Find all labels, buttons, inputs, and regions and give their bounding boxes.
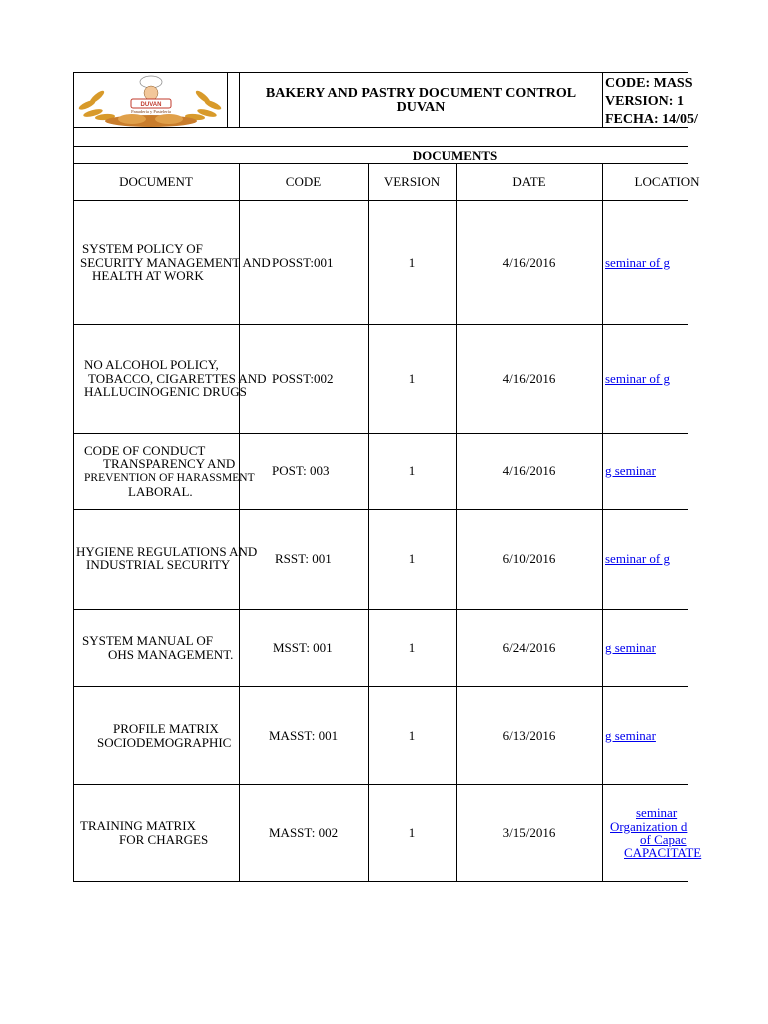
document-name-line: CODE OF CONDUCT bbox=[84, 443, 206, 458]
document-code: MASST: 002 bbox=[269, 825, 339, 840]
svg-text:DUVAN: DUVAN bbox=[140, 102, 162, 108]
col-header-code: CODE bbox=[285, 174, 322, 189]
location-link[interactable]: CAPACITATE bbox=[624, 845, 702, 860]
page-title-line1: BAKERY AND PASTRY DOCUMENT CONTROL bbox=[265, 86, 577, 101]
svg-text:Panadería y Pastelería: Panadería y Pastelería bbox=[131, 109, 171, 114]
section-top-border bbox=[73, 146, 688, 147]
col-header-date: DATE bbox=[512, 174, 546, 189]
document-name-line: SYSTEM MANUAL OF bbox=[82, 633, 213, 648]
location-link[interactable]: seminar of g bbox=[605, 371, 670, 386]
location-link[interactable]: seminar of g bbox=[605, 255, 670, 270]
header-top-border bbox=[73, 72, 688, 73]
document-date: 4/16/2016 bbox=[502, 371, 556, 386]
document-version: 1 bbox=[408, 728, 416, 743]
document-date: 4/16/2016 bbox=[502, 463, 556, 478]
document-code: POSST:002 bbox=[272, 371, 334, 386]
document-version: 1 bbox=[408, 551, 416, 566]
bakery-logo bbox=[77, 75, 225, 127]
document-version: 1 bbox=[408, 825, 416, 840]
row-divider-5 bbox=[73, 686, 688, 687]
section-bottom-border bbox=[73, 163, 688, 164]
location-link[interactable]: Organization d bbox=[610, 819, 688, 834]
document-date: 6/24/2016 bbox=[502, 640, 556, 655]
document-name-line: TOBACCO, CIGARETTES AND bbox=[88, 371, 267, 386]
document-name-line: HYGIENE REGULATIONS AND bbox=[76, 544, 258, 559]
document-name-line: HALLUCINOGENIC DRUGS bbox=[84, 384, 247, 399]
document-name-line: OHS MANAGEMENT. bbox=[108, 647, 234, 662]
doc-date: FECHA: 14/05/ bbox=[605, 112, 698, 127]
row-divider-6 bbox=[73, 784, 688, 785]
col-header-document: DOCUMENT bbox=[119, 174, 193, 189]
col-divider-1 bbox=[239, 163, 240, 882]
document-name-line: TRANSPARENCY AND bbox=[103, 456, 236, 471]
header-row-bottom bbox=[73, 200, 688, 201]
document-name-line: HEALTH AT WORK bbox=[92, 268, 204, 283]
document-code: MASST: 001 bbox=[269, 728, 339, 743]
col-header-version: VERSION bbox=[383, 174, 441, 189]
document-version: 1 bbox=[408, 463, 416, 478]
document-name-line: INDUSTRIAL SECURITY bbox=[86, 557, 231, 572]
col-divider-3 bbox=[456, 163, 457, 882]
document-name-line: SYSTEM POLICY OF bbox=[82, 241, 203, 256]
col-divider-2 bbox=[368, 163, 369, 882]
row-divider-2 bbox=[73, 433, 688, 434]
page-title-line2: DUVAN bbox=[396, 100, 446, 115]
location-link[interactable]: seminar of g bbox=[605, 551, 670, 566]
header-bottom-border bbox=[73, 127, 688, 128]
document-name-line: LABORAL. bbox=[128, 484, 193, 499]
location-link[interactable]: of Capac bbox=[640, 832, 687, 847]
document-code: POSST:001 bbox=[272, 255, 334, 270]
document-code: POST: 003 bbox=[272, 463, 330, 478]
meta-left-border bbox=[602, 72, 603, 128]
row-divider-3 bbox=[73, 509, 688, 510]
location-link[interactable]: seminar bbox=[636, 805, 678, 820]
document-name-line: TRAINING MATRIX bbox=[80, 818, 196, 833]
document-date: 6/13/2016 bbox=[502, 728, 556, 743]
document-date: 4/16/2016 bbox=[502, 255, 556, 270]
col-header-location: LOCATION bbox=[634, 174, 700, 189]
document-code: RSST: 001 bbox=[275, 551, 332, 566]
col-divider-4 bbox=[602, 163, 603, 882]
document-version: 1 bbox=[408, 255, 416, 270]
document-name-line: FOR CHARGES bbox=[119, 832, 209, 847]
location-link[interactable]: g seminar bbox=[605, 640, 656, 655]
document-version: 1 bbox=[408, 640, 416, 655]
logo-right-border bbox=[227, 72, 228, 128]
row-divider-1 bbox=[73, 324, 688, 325]
table-left-border bbox=[73, 163, 74, 882]
documents-heading: DOCUMENTS bbox=[412, 148, 498, 163]
document-name-line: SECURITY MANAGEMENT AND bbox=[80, 255, 271, 270]
document-date: 3/15/2016 bbox=[502, 825, 556, 840]
document-code: MSST: 001 bbox=[273, 640, 333, 655]
table-bottom-border bbox=[73, 881, 688, 882]
document-name-line: NO ALCOHOL POLICY, bbox=[84, 357, 219, 372]
doc-code: CODE: MASS bbox=[605, 76, 693, 91]
document-name-line: PREVENTION OF HARASSMENT bbox=[84, 472, 255, 484]
document-date: 6/10/2016 bbox=[502, 551, 556, 566]
location-link[interactable]: g seminar bbox=[605, 728, 656, 743]
doc-version: VERSION: 1 bbox=[605, 94, 684, 109]
document-version: 1 bbox=[408, 371, 416, 386]
location-link[interactable]: g seminar bbox=[605, 463, 656, 478]
document-name-line: SOCIODEMOGRAPHIC bbox=[97, 735, 232, 750]
document-name-line: PROFILE MATRIX bbox=[113, 721, 219, 736]
row-divider-4 bbox=[73, 609, 688, 610]
